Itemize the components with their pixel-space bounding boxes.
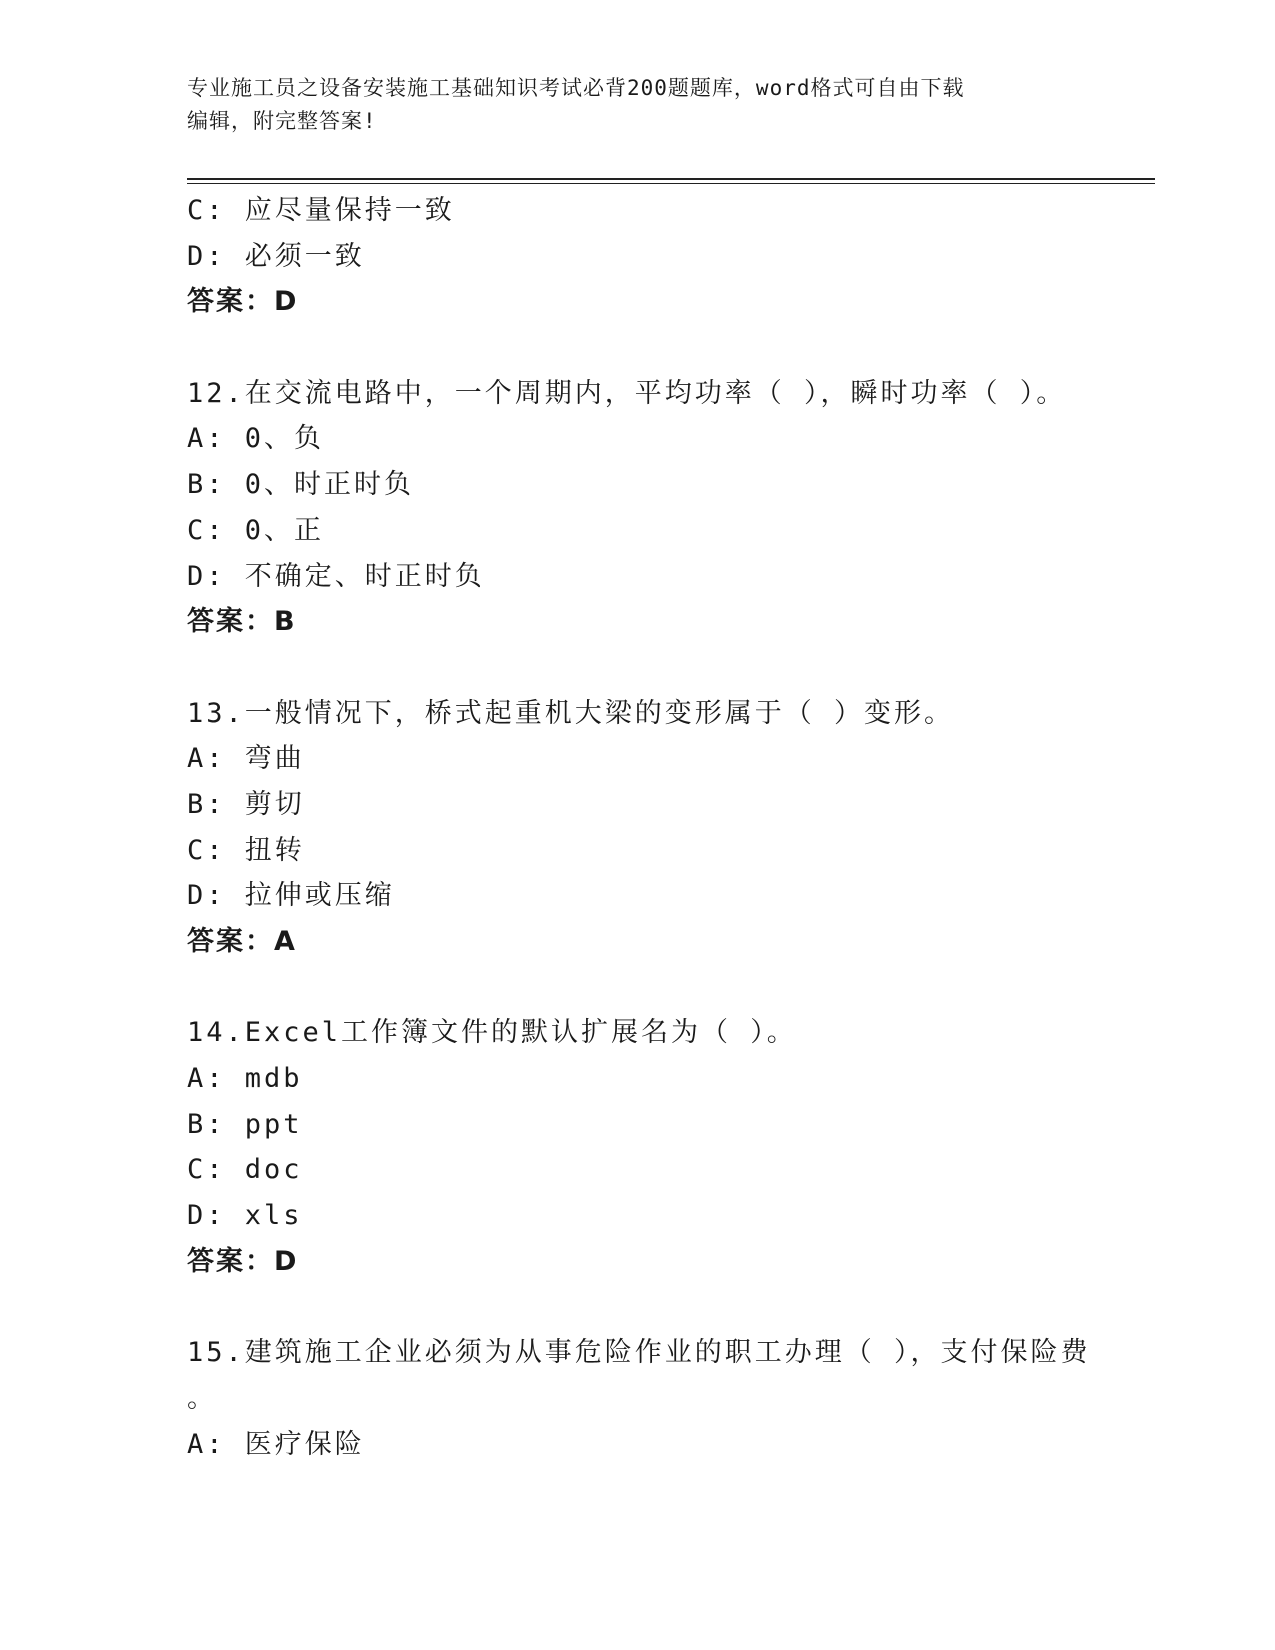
option-c: C: 0、正	[187, 514, 325, 546]
option-b: B: 剪切	[187, 788, 305, 820]
header-title-line-1: 专业施工员之设备安装施工基础知识考试必背200题题库，word格式可自由下载	[187, 76, 965, 100]
document-header	[187, 72, 1067, 138]
option-c: C: 应尽量保持一致	[187, 195, 455, 226]
question-12	[187, 371, 1087, 645]
question-text: 14.Excel工作簿文件的默认扩展名为（ ）。	[187, 1017, 797, 1049]
question-text: 13.一般情况下，桥式起重机大梁的变形属于（ ）变形。	[187, 697, 955, 729]
option-b: B: 0、时正时负	[187, 469, 415, 501]
option-c: C: 扭转	[187, 834, 305, 866]
header-title-line-2: 编辑，附完整答案!	[187, 109, 377, 133]
header-divider-thick	[187, 178, 1155, 180]
spacer	[187, 1285, 1087, 1331]
header-divider-thin	[187, 183, 1155, 184]
question-14	[187, 1010, 1087, 1284]
answer: 答案：B	[187, 606, 297, 638]
option-d: D: xls	[187, 1200, 303, 1232]
option-d: D: 不确定、时正时负	[187, 560, 485, 592]
option-c: C: doc	[187, 1154, 303, 1186]
question-13	[187, 691, 1087, 965]
question-11-continued	[187, 188, 1087, 325]
answer: 答案：D	[187, 286, 299, 318]
option-a: A: 0、负	[187, 423, 325, 455]
question-15	[187, 1330, 1091, 1467]
option-a: A: 弯曲	[187, 743, 305, 775]
option-d: D: 拉伸或压缩	[187, 880, 395, 912]
spacer	[187, 965, 1087, 1011]
spacer	[187, 645, 1087, 691]
question-text: 12.在交流电路中，一个周期内，平均功率（ ），瞬时功率（ ）。	[187, 377, 1067, 409]
option-b: B: ppt	[187, 1108, 303, 1140]
option-d: D: 必须一致	[187, 240, 365, 272]
option-a: A: mdb	[187, 1063, 303, 1095]
question-text-continued: 。	[187, 1382, 217, 1414]
question-text: 15.建筑施工企业必须为从事危险作业的职工办理（ ），支付保险费	[187, 1337, 1091, 1369]
answer: 答案：D	[187, 1245, 299, 1277]
spacer	[187, 325, 1087, 371]
option-a: A: 医疗保险	[187, 1428, 365, 1460]
answer: 答案：A	[187, 926, 297, 957]
question-list	[187, 188, 1091, 1467]
